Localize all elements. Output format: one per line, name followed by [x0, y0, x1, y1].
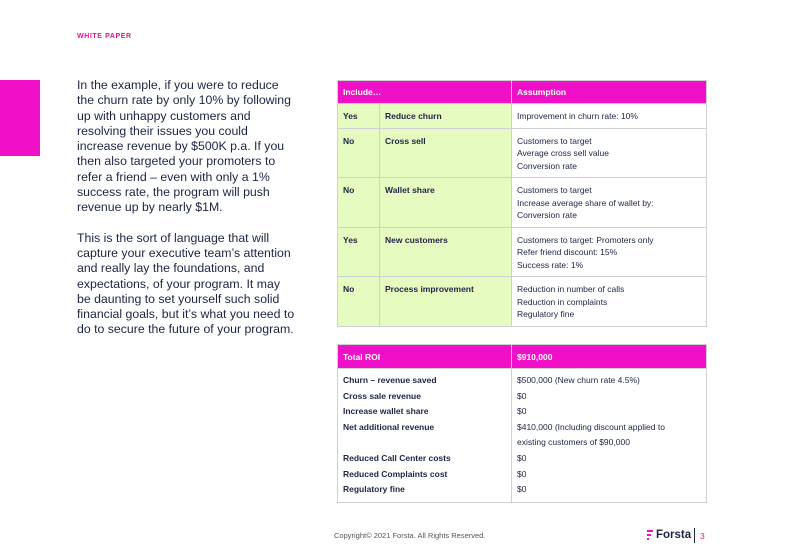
- assumption-line: Refer friend discount: 15%: [517, 247, 618, 257]
- roi-label: [343, 435, 506, 451]
- assumption-line: Conversion rate: [517, 160, 578, 171]
- assumption-line: Increase average share of wallet by:: [517, 197, 654, 208]
- table-row: [338, 178, 707, 228]
- assumption-cell: [512, 178, 707, 228]
- brand-name: Forsta: [656, 529, 692, 541]
- assumption-line: Conversion rate: [517, 210, 578, 220]
- include-cell: No: [338, 128, 380, 178]
- header-assumption: Assumption: [512, 81, 707, 104]
- item-cell: New customers: [380, 227, 512, 277]
- roi-value: $0: [517, 468, 527, 479]
- table-row: [338, 104, 707, 129]
- assumption-line: Success rate: 1%: [517, 259, 584, 270]
- assumption-cell: [512, 128, 707, 178]
- assumption-line: Customers to target: [517, 135, 592, 146]
- roi-value: $0: [517, 484, 527, 495]
- roi-label: Increase wallet share: [343, 406, 429, 417]
- section-label: WHITE PAPER: [77, 33, 132, 40]
- assumption-line: Customers to target: Promoters only: [517, 234, 654, 245]
- footer-divider: [694, 528, 695, 543]
- assumption-line: Reduction in number of calls: [517, 284, 625, 294]
- table-row: [338, 277, 707, 327]
- roi-label: Net additional revenue: [343, 421, 435, 432]
- assumption-cell: [512, 227, 707, 277]
- roi-value-cell: [512, 369, 707, 503]
- copyright-text: Copyright© 2021 Forsta. All Rights Reserved.: [334, 531, 486, 540]
- include-cell: Yes: [338, 104, 380, 129]
- assumption-line: Regulatory fine: [517, 309, 575, 319]
- roi-label: Reduced Complaints cost: [343, 468, 448, 479]
- body-text: [77, 78, 295, 353]
- roi-value: $410,000 (Including discount applied to: [517, 421, 665, 432]
- assumption-cell: [512, 277, 707, 327]
- assumption-line: Improvement in churn rate: 10%: [517, 111, 638, 121]
- assumption-cell: [512, 104, 707, 129]
- page-number: 3: [700, 531, 705, 541]
- assumptions-header-row: [338, 81, 707, 104]
- assumptions-table: [337, 80, 707, 327]
- assumption-line: Reduction in complaints: [517, 296, 608, 307]
- roi-value: $0: [517, 406, 527, 417]
- item-cell: Cross sell: [380, 128, 512, 178]
- include-cell: No: [338, 178, 380, 228]
- roi-label-cell: [338, 369, 512, 503]
- forsta-logo-icon: [647, 530, 653, 540]
- accent-bar: [0, 80, 40, 156]
- header-include: Include…: [338, 81, 512, 104]
- roi-value: $0: [517, 452, 527, 463]
- include-cell: No: [338, 277, 380, 327]
- roi-header-value: $910,000: [512, 345, 707, 369]
- include-cell: Yes: [338, 227, 380, 277]
- assumption-line: Average cross sell value: [517, 148, 609, 158]
- roi-label: Reduced Call Center costs: [343, 452, 451, 463]
- roi-value: existing customers of $90,000: [517, 437, 630, 448]
- paragraph-1: In the example, if you were to reduce the churn rate by only 10% by following up with unhappy customers and resolving their issues you could increase revenue by $500K p.a. If you then also targeted your promoters to refer a friend – even with only a 1% success rate, the program will push revenue up by nearly $1M.: [77, 78, 291, 215]
- roi-header-row: [338, 345, 707, 369]
- roi-label: Cross sale revenue: [343, 390, 421, 401]
- roi-label: Regulatory fine: [343, 484, 405, 495]
- item-cell: Wallet share: [380, 178, 512, 228]
- roi-value: $0: [517, 390, 527, 401]
- roi-header-label: Total ROI: [338, 345, 512, 369]
- table-row: [338, 128, 707, 178]
- forsta-logo: [647, 529, 691, 541]
- roi-table: [337, 344, 707, 503]
- paragraph-2: This is the sort of language that will capture your executive team’s attention and really lay the foundations, and expectations, of your program. It may be daunting to set yourself such solid financial goals, but it’s what you need to do to secure the future of your program.: [77, 230, 295, 337]
- roi-value: $500,000 (New churn rate 4.5%): [517, 375, 640, 385]
- assumption-line: Customers to target: [517, 185, 592, 195]
- roi-row: [338, 369, 707, 503]
- item-cell: Process improvement: [380, 277, 512, 327]
- roi-label: Churn – revenue saved: [343, 375, 437, 385]
- item-cell: Reduce churn: [380, 104, 512, 129]
- table-row: [338, 227, 707, 277]
